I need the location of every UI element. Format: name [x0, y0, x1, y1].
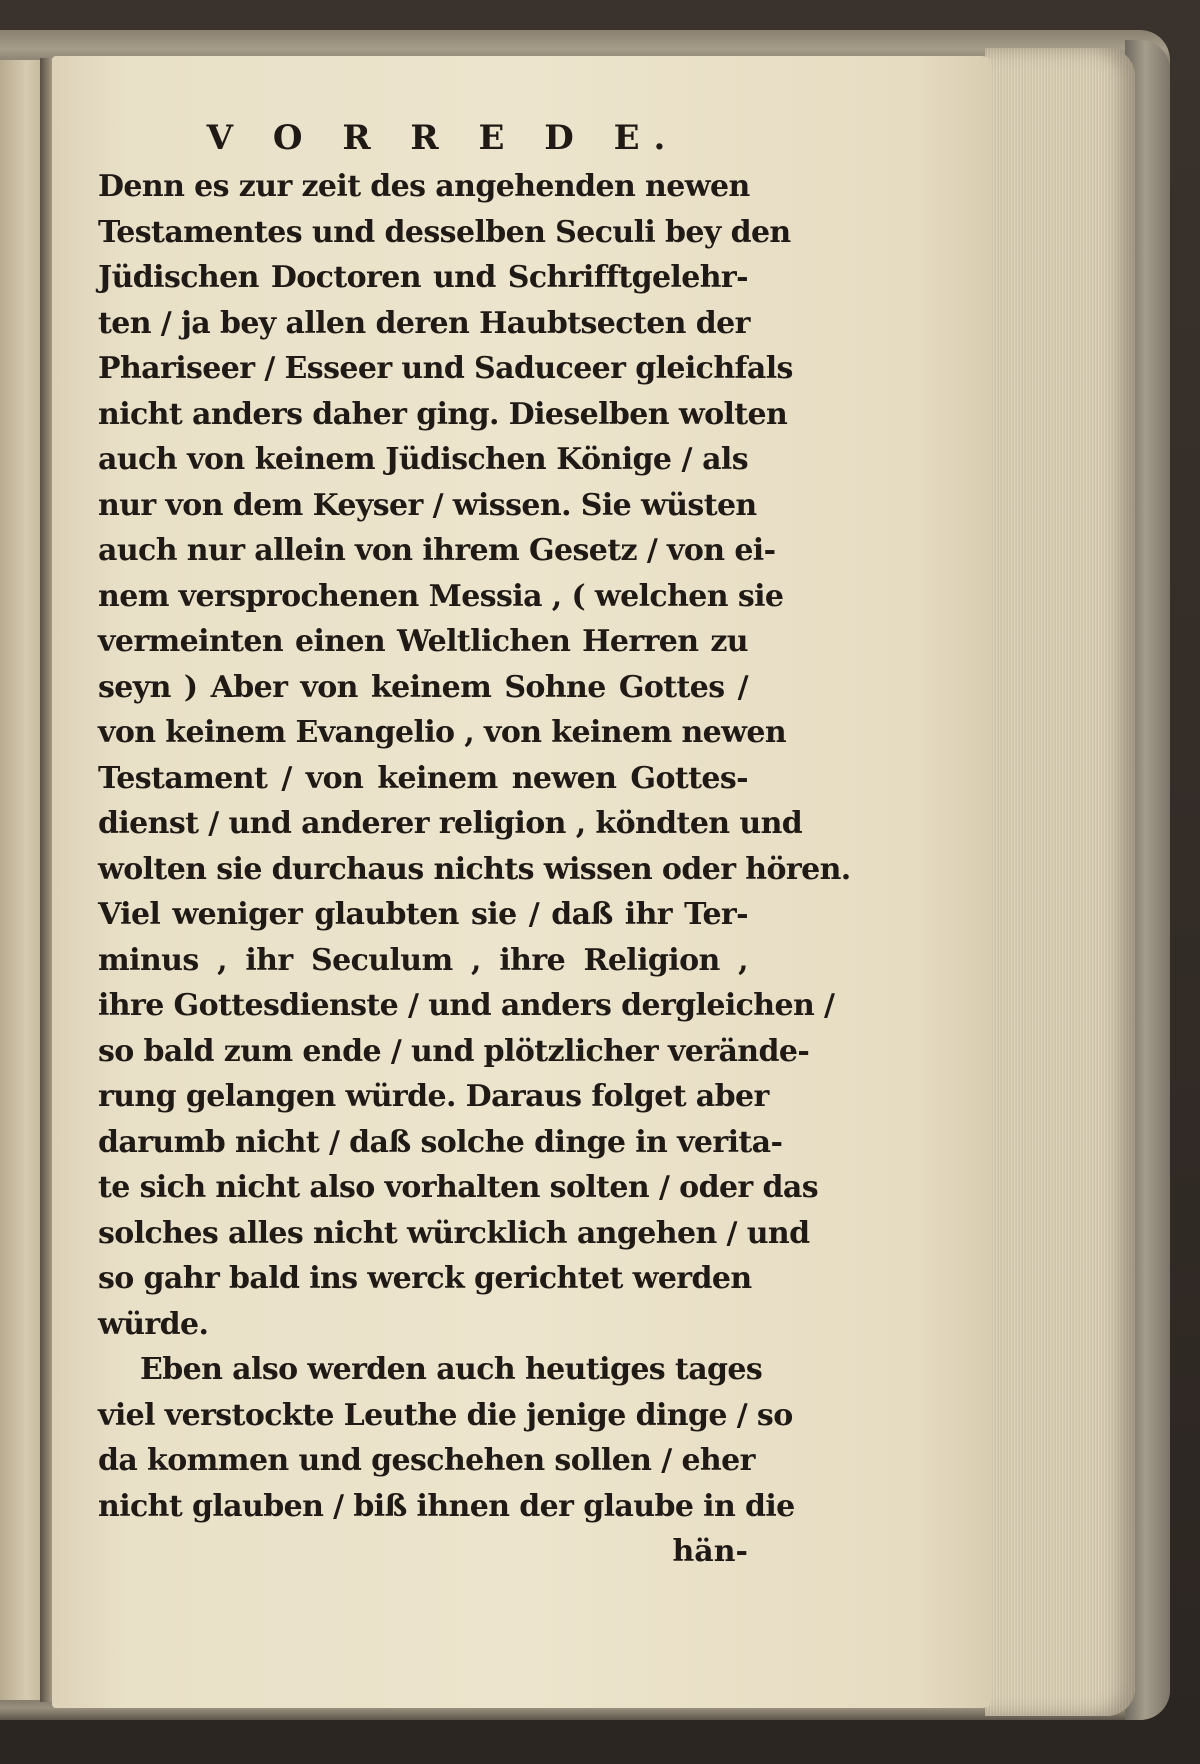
- text-line: so gahr bald ins werck gerichtet werden: [98, 1261, 752, 1296]
- left-page-edge: [0, 60, 44, 1700]
- text-line: vermeinten einen Weltlichen Herren zu: [98, 624, 748, 659]
- page-heading: V O R R E D E.: [206, 118, 680, 158]
- text-line: rung gelangen würde. Daraus folget aber: [98, 1079, 769, 1114]
- text-line: Jüdischen Doctoren und Schrifftgelehr-: [98, 260, 748, 295]
- paragraph-2: [98, 1347, 795, 1529]
- text-line: Denn es zur zeit des angehenden newen: [98, 169, 750, 204]
- text-line: nem versprochenen Messia , ( welchen sie: [98, 578, 784, 614]
- text-line: ihre Gottesdienste / und anders dergleichen /: [98, 988, 835, 1023]
- page-edges: [985, 48, 1135, 1716]
- text-line: nicht anders daher ging. Dieselben wolten: [98, 396, 788, 432]
- text-line: wolten sie durchaus nichts wissen oder hören.: [98, 851, 851, 887]
- text-line: Eben also werden auch heutiges tages: [140, 1352, 763, 1387]
- text-line: Phariseer / Esseer und Saduceer gleichfals: [98, 351, 793, 386]
- text-line: ten / ja bey allen deren Haubtsecten der: [98, 305, 750, 341]
- text-line: dienst / und anderer religion , köndten und: [98, 806, 803, 841]
- text-line: nur von dem Keyser / wissen. Sie wüsten: [98, 487, 757, 523]
- text-line: te sich nicht also vorhalten solten / oder das: [98, 1170, 818, 1205]
- text-line: seyn ) Aber von keinem Sohne Gottes /: [98, 669, 748, 705]
- text-line: Testament / von keinem newen Gottes-: [98, 760, 748, 796]
- text-line: auch von keinem Jüdischen Könige / als: [98, 442, 748, 477]
- text-line: Testamentes und desselben Seculi bey den: [98, 214, 791, 250]
- text-line: auch nur allein von ihrem Gesetz / von ei-: [98, 533, 776, 568]
- paragraph-1: [98, 164, 851, 1347]
- text-line: da kommen und geschehen sollen / eher: [98, 1443, 755, 1478]
- text-line: so bald zum ende / und plötzlicher verände-: [98, 1033, 810, 1069]
- text-line: minus , ihr Seculum , ihre Religion ,: [98, 942, 748, 978]
- catchword: hän-: [672, 1534, 748, 1569]
- text-line: darumb nicht / daß solche dinge in verita-: [98, 1124, 783, 1160]
- text-line: von keinem Evangelio , von keinem newen: [98, 715, 787, 750]
- text-line: solches alles nicht würcklich angehen / und: [98, 1215, 810, 1251]
- text-line: viel verstockte Leuthe die jenige dinge / so: [98, 1397, 793, 1433]
- text-line: nicht glauben / biß ihnen der glaube in die: [98, 1488, 795, 1524]
- text-line: würde.: [98, 1306, 209, 1342]
- page-text: [98, 118, 851, 1574]
- text-line: Viel weniger glaubten sie / daß ihr Ter-: [98, 897, 748, 932]
